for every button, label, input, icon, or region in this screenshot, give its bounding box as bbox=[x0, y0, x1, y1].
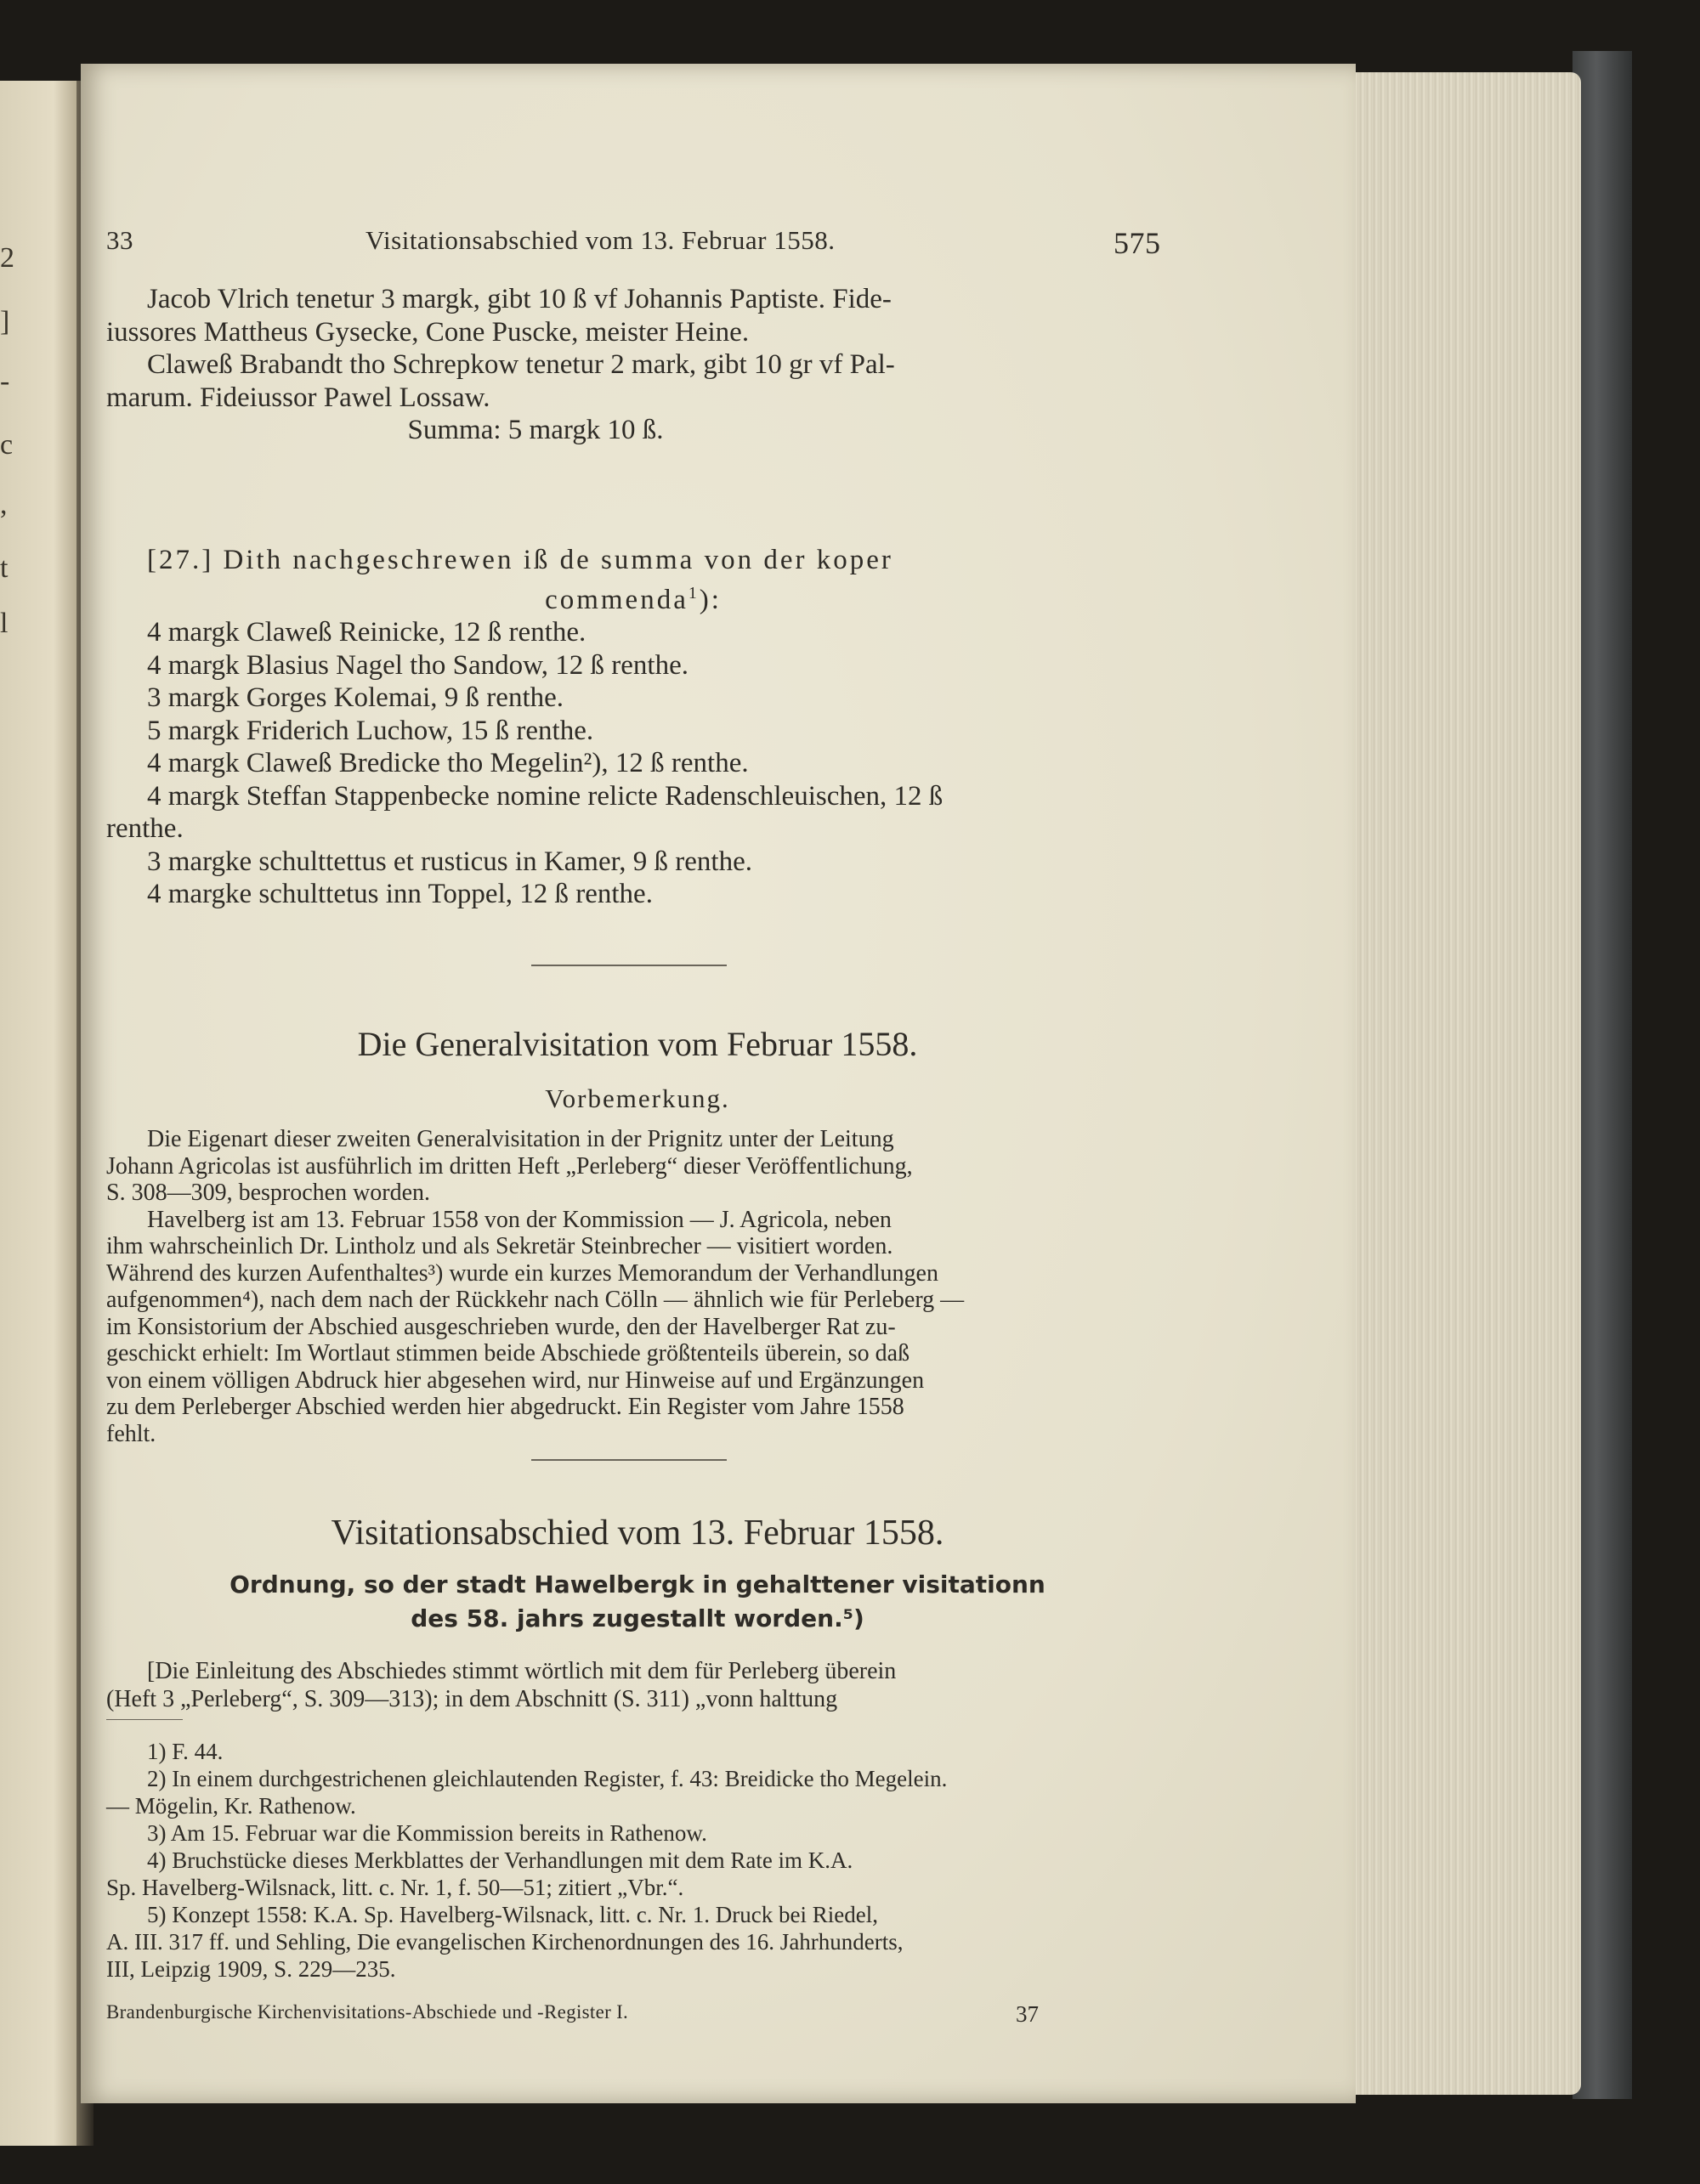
text-line: im Konsistorium der Abschied ausgeschrieben wurde, den der Havelberger Rat zu- bbox=[106, 1313, 896, 1340]
footnote-cont: A. III. 317 ff. und Sehling, Die evangelischen Kirchenordnungen des 16. Jahrhunderts, bbox=[106, 1929, 904, 1955]
order-heading-line: Ordnung, so der stadt Hawelbergk in gehalttener visitationn bbox=[230, 1570, 1046, 1598]
text-line: Jacob Vlrich tenetur 3 margk, gibt 10 ß vf Johannis Paptiste. Fide- bbox=[147, 284, 892, 314]
list-item: 3 margk Gorges Kolemai, 9 ß renthe. bbox=[147, 682, 564, 713]
list-item: 4 margk Claweß Reinicke, 12 ß renthe. bbox=[147, 617, 586, 648]
vorbemerkung-text bbox=[106, 1126, 1169, 1447]
footnote: 4) Bruchstücke dieses Merkblattes der Verhandlungen mit dem Rate im K.A. bbox=[147, 1847, 853, 1873]
top-entries bbox=[106, 283, 1160, 447]
left-page-char: - bbox=[0, 365, 10, 397]
left-page-char: l bbox=[0, 608, 8, 639]
text-line: ihm wahrscheinlich Dr. Lintholz und als Sekretär Steinbrecher — visitiert worden. bbox=[106, 1233, 893, 1259]
section-divider bbox=[531, 965, 727, 966]
list-item: 5 margk Friderich Luchow, 15 ß renthe. bbox=[147, 715, 594, 746]
text-line: Johann Agricolas ist ausführlich im dritten Heft „Perleberg“ dieser Veröffentlichung, bbox=[106, 1152, 913, 1180]
left-page-char: c bbox=[0, 429, 14, 461]
book-cover-edge bbox=[1572, 51, 1632, 2099]
text-line: von einem völligen Abdruck hier abgesehen wird, nur Hinweise auf und Ergänzungen bbox=[106, 1366, 925, 1394]
footnote: 3) Am 15. Februar war die Kommission bereits in Rathenow. bbox=[147, 1820, 707, 1846]
footnote-cont: — Mögelin, Kr. Rathenow. bbox=[106, 1793, 356, 1819]
text-line: Während des kurzen Aufenthaltes³) wurde ein kurzes Memorandum der Verhandlungen bbox=[106, 1259, 938, 1287]
order-heading bbox=[132, 1568, 1143, 1636]
text-line: Die Eigenart dieser zweiten Generalvisitation in der Prignitz unter der Leitung bbox=[147, 1126, 894, 1152]
visitation-title: Visitationsabschied vom 13. Februar 1558. bbox=[331, 1514, 944, 1553]
vorbemerkung-title: Vorbemerkung. bbox=[545, 1084, 730, 1113]
text-line: (Heft 3 „Perleberg“, S. 309—313); in dem Abschnitt (S. 311) „vonn halttung bbox=[106, 1686, 838, 1712]
left-page-char: ] bbox=[0, 306, 10, 337]
footnote-cont: III, Leipzig 1909, S. 229—235. bbox=[106, 1956, 396, 1982]
order-heading-line: des 58. jahrs zugestallt worden.⁵) bbox=[411, 1604, 864, 1632]
text-line: Claweß Brabandt tho Schrepkow tenetur 2 mark, gibt 10 gr vf Pal- bbox=[147, 349, 895, 380]
left-page-char: , bbox=[0, 489, 8, 520]
section-divider bbox=[531, 1459, 727, 1461]
page-stack-edge bbox=[1352, 72, 1581, 2095]
text-line: fehlt. bbox=[106, 1420, 156, 1447]
running-title: Visitationsabschied vom 13. Februar 1558. bbox=[366, 225, 836, 255]
section-27-heading-cont bbox=[106, 577, 1160, 617]
list-item-cont: renthe. bbox=[106, 813, 184, 844]
footnote: 1) F. 44. bbox=[147, 1739, 224, 1764]
left-page-char: t bbox=[0, 552, 8, 584]
heading-punct: ): bbox=[699, 584, 722, 615]
section-27 bbox=[106, 544, 1160, 911]
running-section-number: 33 bbox=[106, 225, 133, 255]
list-item: 4 margk Blasius Nagel tho Sandow, 12 ß renthe. bbox=[147, 649, 688, 681]
footnote: 2) In einem durchgestrichenen gleichlautenden Register, f. 43: Breidicke tho Megelein. bbox=[147, 1766, 948, 1791]
list-item: 4 margk Steffan Stappenbecke nomine relicte Radenschleuischen, 12 ß bbox=[147, 780, 944, 812]
footnote-cont: Sp. Havelberg-Wilsnack, litt. c. Nr. 1, f. 50—51; zitiert „Vbr.“. bbox=[106, 1875, 684, 1900]
footnote: 5) Konzept 1558: K.A. Sp. Havelberg-Wilsnack, litt. c. Nr. 1. Druck bei Riedel, bbox=[147, 1902, 878, 1927]
left-page-edge bbox=[0, 81, 76, 2146]
heading-word: commenda bbox=[545, 584, 688, 615]
text-line: [Die Einleitung des Abschiedes stimmt wörtlich mit dem für Perleberg überein bbox=[147, 1658, 897, 1684]
footnote-ref: 1 bbox=[688, 583, 700, 603]
text-line: iussores Mattheus Gysecke, Cone Puscke, meister Heine. bbox=[106, 316, 750, 348]
list-item: 4 margk Claweß Bredicke tho Megelin²), 12 ß renthe. bbox=[147, 748, 749, 778]
signature-mark: 37 bbox=[1016, 2001, 1039, 2027]
series-note: Brandenburgische Kirchenvisitations-Abschiede und -Register I. bbox=[106, 2001, 629, 2023]
left-page-char: 2 bbox=[0, 242, 14, 274]
section-27-heading: [27.] Dith nachgeschrewen iß de summa von der koper bbox=[147, 545, 893, 575]
text-line: geschickt erhielt: Im Wortlaut stimmen beide Abschiede größtenteils überein, so daß bbox=[106, 1340, 910, 1366]
footnotes bbox=[106, 1738, 1169, 1983]
list-item: 3 margke schulttettus et rusticus in Kamer, 9 ß renthe. bbox=[147, 846, 752, 877]
text-line: aufgenommen⁴), nach dem nach der Rückkehr nach Cölln — ähnlich wie für Perleberg — bbox=[106, 1287, 965, 1313]
general-visitation-title: Die Generalvisitation vom Februar 1558. bbox=[357, 1025, 918, 1063]
text-line: S. 308—309, besprochen worden. bbox=[106, 1180, 431, 1206]
text-line: Havelberg ist am 13. Februar 1558 von der Kommission — J. Agricola, neben bbox=[147, 1206, 892, 1233]
text-line: marum. Fideiussor Pawel Lossaw. bbox=[106, 382, 490, 413]
summa-line: Summa: 5 margk 10 ß. bbox=[407, 415, 664, 445]
book-page bbox=[81, 64, 1356, 2103]
list-item: 4 margke schulttetus inn Toppel, 12 ß renthe. bbox=[147, 879, 653, 909]
footnote-rule bbox=[106, 1719, 183, 1720]
page-number: 575 bbox=[1114, 226, 1161, 260]
visitation-intro bbox=[106, 1657, 1169, 1713]
text-line: zu dem Perleberger Abschied werden hier abgedruckt. Ein Register vom Jahre 1558 bbox=[106, 1394, 904, 1420]
